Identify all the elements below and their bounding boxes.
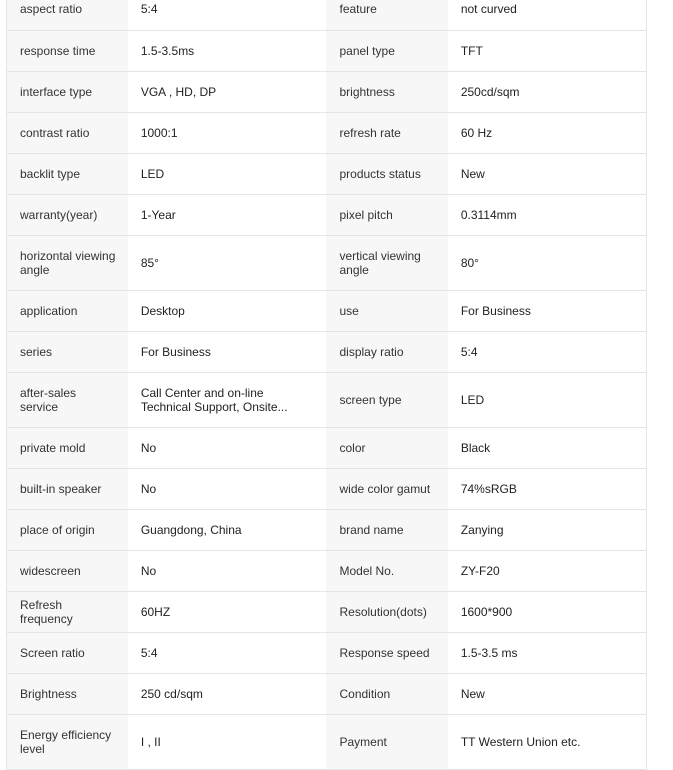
- spec-label: backlit type: [20, 166, 81, 181]
- spec-value: 5:4: [140, 2, 158, 17]
- spec-label: response time: [20, 43, 96, 58]
- spec-label-cell: [326, 331, 447, 372]
- spec-label: use: [339, 303, 359, 318]
- spec-label: Resolution(dots): [339, 604, 427, 619]
- spec-label-cell: [7, 30, 128, 71]
- spec-value: 0.3114mm: [460, 207, 517, 222]
- spec-value-cell: [128, 290, 327, 331]
- spec-label-cell: [7, 290, 128, 331]
- spec-value-cell: [128, 372, 327, 427]
- spec-row: [7, 71, 647, 112]
- spec-row: [7, 427, 647, 468]
- spec-label: after-sales service: [20, 385, 77, 414]
- spec-label-cell: [7, 673, 128, 714]
- spec-label: brand name: [339, 522, 404, 537]
- spec-label-cell: [7, 509, 128, 550]
- spec-value: Black: [460, 440, 491, 455]
- spec-value: New: [460, 166, 485, 181]
- spec-row: [7, 372, 647, 427]
- spec-label: screen type: [339, 392, 402, 407]
- spec-value: No: [140, 481, 157, 496]
- spec-value-cell: [448, 714, 647, 769]
- spec-value: 60HZ: [140, 604, 171, 619]
- spec-label-cell: [326, 591, 447, 632]
- spec-label-cell: [7, 0, 128, 30]
- spec-value-cell: [128, 468, 327, 509]
- spec-value: 80°: [460, 255, 479, 270]
- spec-label: application: [20, 303, 78, 318]
- spec-value-cell: [128, 71, 327, 112]
- spec-value-cell: [128, 427, 327, 468]
- spec-label-cell: [7, 331, 128, 372]
- spec-value-cell: [128, 550, 327, 591]
- spec-label: series: [20, 344, 53, 359]
- spec-value-cell: [128, 632, 327, 673]
- spec-value-cell: [448, 331, 647, 372]
- spec-value: not curved: [460, 2, 517, 17]
- spec-value-cell: [448, 468, 647, 509]
- spec-label-cell: [326, 632, 447, 673]
- spec-label-cell: [326, 112, 447, 153]
- spec-label: interface type: [20, 84, 93, 99]
- spec-label: warranty(year): [20, 207, 98, 222]
- spec-value: LED: [140, 166, 165, 181]
- spec-label: Payment: [339, 734, 387, 749]
- spec-value: LED: [460, 392, 485, 407]
- spec-label: Response speed: [339, 645, 430, 660]
- spec-value: 250 cd/sqm: [140, 686, 203, 701]
- spec-label-cell: [7, 550, 128, 591]
- spec-value-cell: [448, 30, 647, 71]
- spec-value: 1000:1: [140, 125, 178, 140]
- spec-value: 1.5-3.5ms: [140, 43, 195, 58]
- spec-label-cell: [326, 714, 447, 769]
- spec-label: Energy efficiency level: [20, 727, 112, 756]
- spec-row: [7, 194, 647, 235]
- spec-value-cell: [128, 0, 327, 30]
- spec-label: private mold: [20, 440, 86, 455]
- spec-row: [7, 591, 647, 632]
- spec-label: Model No.: [339, 563, 395, 578]
- spec-value: For Business: [460, 303, 531, 318]
- spec-value-cell: [448, 509, 647, 550]
- spec-value-cell: [128, 509, 327, 550]
- spec-row: [7, 235, 647, 290]
- spec-label: horizontal viewing angle: [20, 248, 116, 277]
- spec-label-cell: [7, 468, 128, 509]
- spec-label: built-in speaker: [20, 481, 102, 496]
- spec-value: New: [460, 686, 485, 701]
- spec-value-cell: [448, 550, 647, 591]
- spec-label-cell: [326, 235, 447, 290]
- spec-value-cell: [128, 112, 327, 153]
- spec-row: [7, 112, 647, 153]
- spec-label: aspect ratio: [20, 2, 83, 17]
- spec-label-cell: [326, 509, 447, 550]
- spec-value-cell: [128, 331, 327, 372]
- spec-value: 60 Hz: [460, 125, 493, 140]
- spec-row: [7, 290, 647, 331]
- spec-value-cell: [128, 153, 327, 194]
- spec-value-cell: [128, 235, 327, 290]
- spec-value: No: [140, 563, 157, 578]
- spec-label: Refresh frequency: [20, 597, 73, 626]
- spec-value-cell: [448, 194, 647, 235]
- spec-row: [7, 632, 647, 673]
- spec-label-cell: [7, 372, 128, 427]
- spec-value: 1.5-3.5 ms: [460, 645, 518, 660]
- spec-row: [7, 509, 647, 550]
- spec-value-cell: [448, 372, 647, 427]
- spec-label: Brightness: [20, 686, 77, 701]
- spec-value-cell: [448, 673, 647, 714]
- spec-row: [7, 550, 647, 591]
- spec-value-cell: [128, 591, 327, 632]
- spec-label-cell: [7, 591, 128, 632]
- spec-value: Desktop: [140, 303, 185, 318]
- spec-row: [7, 714, 647, 769]
- spec-value-cell: [128, 30, 327, 71]
- spec-label: feature: [339, 2, 377, 17]
- spec-value-cell: [448, 632, 647, 673]
- spec-label-cell: [7, 235, 128, 290]
- spec-value: 74%sRGB: [460, 481, 517, 496]
- spec-value: Guangdong, China: [140, 522, 242, 537]
- spec-table: [6, 0, 647, 770]
- spec-value-cell: [448, 235, 647, 290]
- spec-value-cell: [128, 194, 327, 235]
- spec-label-cell: [326, 372, 447, 427]
- spec-value: 1-Year: [140, 207, 176, 222]
- spec-label-cell: [7, 112, 128, 153]
- spec-value: ZY-F20: [460, 563, 500, 578]
- spec-label: widescreen: [20, 563, 81, 578]
- spec-label-cell: [326, 673, 447, 714]
- spec-label-cell: [7, 194, 128, 235]
- spec-value-cell: [448, 290, 647, 331]
- spec-label-cell: [326, 468, 447, 509]
- spec-value-cell: [448, 112, 647, 153]
- spec-row: [7, 153, 647, 194]
- spec-label-cell: [326, 290, 447, 331]
- spec-label-cell: [326, 0, 447, 30]
- spec-label: vertical viewing angle: [339, 248, 421, 277]
- spec-label: products status: [339, 166, 421, 181]
- spec-label: brightness: [339, 84, 395, 99]
- spec-label: place of origin: [20, 522, 95, 537]
- spec-value: VGA , HD, DP: [140, 84, 217, 99]
- spec-value: 250cd/sqm: [460, 84, 520, 99]
- spec-label: color: [339, 440, 366, 455]
- spec-label-cell: [7, 632, 128, 673]
- spec-value-cell: [448, 0, 647, 30]
- spec-label: wide color gamut: [339, 481, 431, 496]
- spec-value: Zanying: [460, 522, 504, 537]
- spec-label: refresh rate: [339, 125, 401, 140]
- spec-value: For Business: [140, 344, 211, 359]
- spec-value: 1600*900: [460, 604, 513, 619]
- spec-value: 5:4: [460, 344, 478, 359]
- spec-label-cell: [326, 71, 447, 112]
- spec-row: [7, 468, 647, 509]
- spec-value-cell: [128, 673, 327, 714]
- spec-label: panel type: [339, 43, 395, 58]
- spec-label-cell: [326, 30, 447, 71]
- spec-value: TFT: [460, 43, 483, 58]
- spec-label: Screen ratio: [20, 645, 85, 660]
- spec-label-cell: [326, 153, 447, 194]
- spec-row: [7, 0, 647, 30]
- spec-value: TT Western Union etc.: [460, 734, 581, 749]
- spec-value-cell: [128, 714, 327, 769]
- spec-value-cell: [448, 427, 647, 468]
- spec-row: [7, 30, 647, 71]
- spec-row: [7, 673, 647, 714]
- spec-label-cell: [7, 71, 128, 112]
- spec-value-cell: [448, 71, 647, 112]
- spec-label-cell: [7, 427, 128, 468]
- spec-value-cell: [448, 591, 647, 632]
- spec-value: 85°: [140, 255, 159, 270]
- spec-label-cell: [7, 153, 128, 194]
- spec-label-cell: [326, 427, 447, 468]
- spec-label-cell: [326, 194, 447, 235]
- spec-table-body: [7, 0, 647, 769]
- spec-label: pixel pitch: [339, 207, 393, 222]
- spec-value: Call Center and on-line Technical Support, Onsite...: [140, 385, 288, 414]
- spec-value: No: [140, 440, 157, 455]
- spec-label-cell: [326, 550, 447, 591]
- spec-label: display ratio: [339, 344, 404, 359]
- spec-label-cell: [7, 714, 128, 769]
- spec-value: 5:4: [140, 645, 158, 660]
- spec-value-cell: [448, 153, 647, 194]
- spec-label: contrast ratio: [20, 125, 90, 140]
- spec-row: [7, 331, 647, 372]
- spec-label: Condition: [339, 686, 391, 701]
- spec-value: I , II: [140, 734, 161, 749]
